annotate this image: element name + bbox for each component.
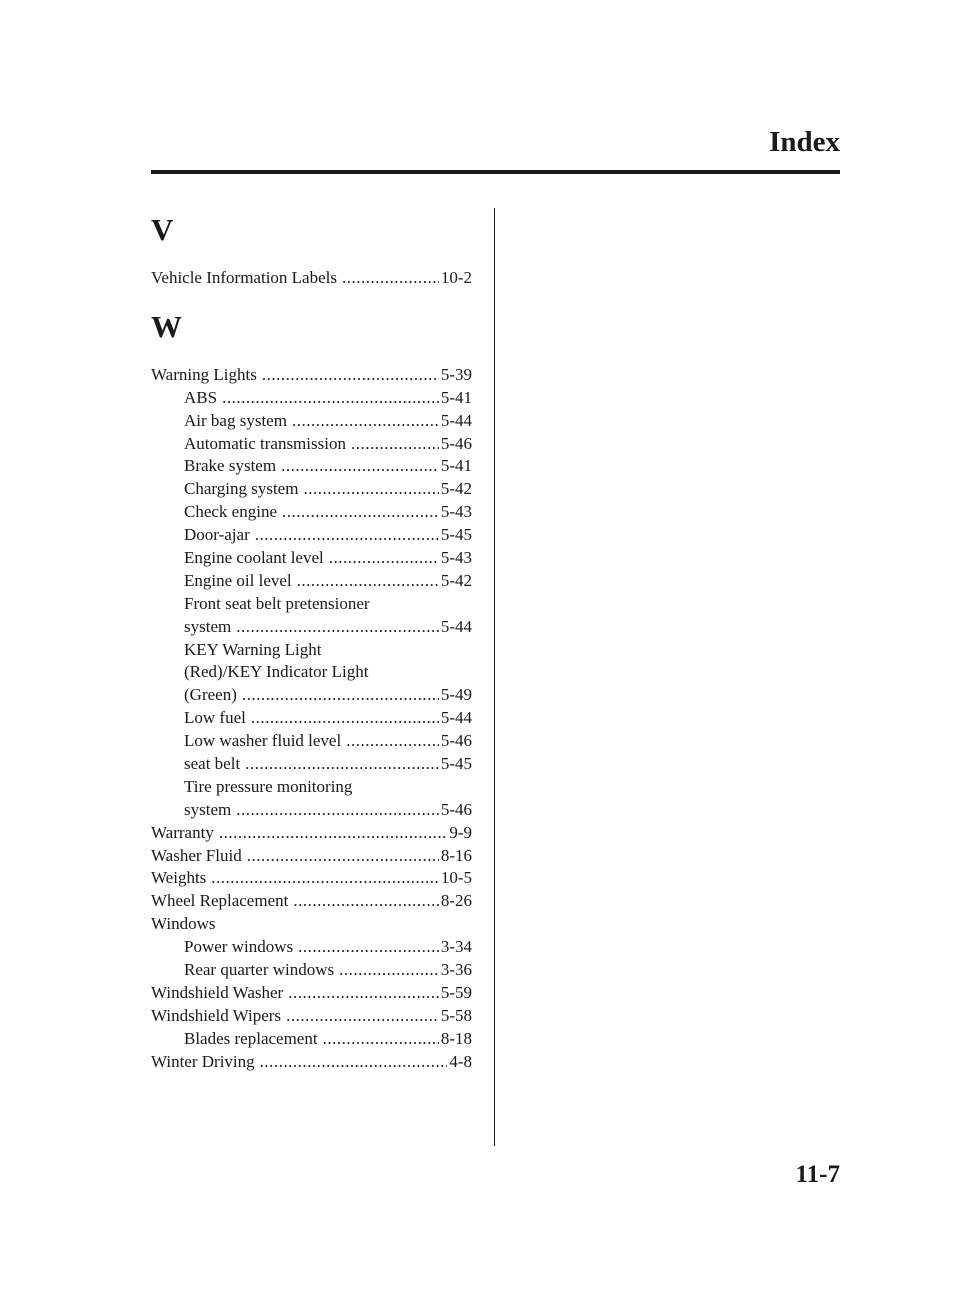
entry-page: 10-5 <box>440 868 472 888</box>
entry-label: (Green) <box>184 685 237 705</box>
index-entry-winter-driving <box>151 1051 472 1074</box>
index-subentry-blades-replacement <box>151 1028 472 1051</box>
entry-page: 5-58 <box>440 1005 472 1025</box>
leader-dots <box>303 478 438 501</box>
index-subentry-abs <box>151 387 472 410</box>
leader-dots <box>298 936 439 959</box>
entry-label: Front seat belt pretensioner <box>184 593 370 613</box>
entry-page: 5-39 <box>440 364 472 384</box>
index-subentry-rear-quarter-windows <box>151 959 472 982</box>
entry-page: 9-9 <box>449 822 472 842</box>
entry-label: Weights <box>151 868 207 888</box>
entry-label: Air bag system <box>184 410 287 430</box>
index-subentry-air-bag-system <box>151 410 472 433</box>
leader-dots <box>282 501 439 524</box>
leader-dots <box>292 410 439 433</box>
entry-page: 5-46 <box>440 799 472 819</box>
entry-page: 5-44 <box>440 708 472 728</box>
entry-label: Windows <box>151 914 216 934</box>
index-subentry-seat-belt <box>151 753 472 776</box>
entry-label: Tire pressure monitoring <box>184 776 353 796</box>
entry-page: 5-43 <box>440 502 472 522</box>
leader-dots <box>242 684 439 707</box>
index-entry-washer-fluid <box>151 845 472 868</box>
entry-label: Check engine <box>184 502 277 522</box>
index-subentry-brake-system <box>151 455 472 478</box>
entry-page: 5-41 <box>440 456 472 476</box>
leader-dots <box>351 433 439 456</box>
leader-dots <box>247 845 439 868</box>
leader-dots <box>346 730 439 753</box>
page-header-title: Index <box>769 126 840 158</box>
leader-dots <box>329 547 439 570</box>
entry-page: 5-46 <box>440 731 472 751</box>
entry-label: (Red)/KEY Indicator Light <box>184 662 369 682</box>
entry-page: 5-46 <box>440 433 472 453</box>
entry-label: Warning Lights <box>151 364 257 384</box>
leader-dots <box>222 387 439 410</box>
entry-page: 3-34 <box>440 937 472 957</box>
leader-dots <box>323 1028 439 1051</box>
leader-dots <box>339 959 439 982</box>
index-entry-wheel-replacement <box>151 890 472 913</box>
leader-dots <box>219 822 448 845</box>
index-entry-vehicle-information-labels <box>151 267 472 290</box>
index-subentry-engine-oil-level <box>151 570 472 593</box>
index-column <box>151 207 472 1074</box>
index-entry-warning-lights <box>151 364 472 387</box>
index-subentry-check-engine <box>151 501 472 524</box>
index-subentry-automatic-transmission <box>151 433 472 456</box>
leader-dots <box>288 982 439 1005</box>
section-letter-v: V <box>151 212 174 247</box>
leader-dots <box>251 707 439 730</box>
leader-dots <box>211 867 439 890</box>
section-v-entries <box>151 267 472 290</box>
index-subentry-engine-coolant-level <box>151 547 472 570</box>
index-subentry-door-ajar <box>151 524 472 547</box>
leader-dots <box>236 799 439 822</box>
entry-page: 5-41 <box>440 387 472 407</box>
entry-page: 5-42 <box>440 570 472 590</box>
header-rule <box>151 170 840 174</box>
entry-label: Windshield Washer <box>151 982 284 1002</box>
entry-label: Warranty <box>151 822 214 842</box>
entry-label: Engine oil level <box>184 570 292 590</box>
leader-dots <box>281 455 439 478</box>
index-entry-windows <box>151 913 472 936</box>
leader-dots <box>342 267 439 290</box>
entry-label: Brake system <box>184 456 277 476</box>
entry-page: 5-44 <box>440 616 472 636</box>
leader-dots <box>262 364 439 387</box>
entry-label: Windshield Wipers <box>151 1005 282 1025</box>
entry-page: 8-18 <box>440 1028 472 1048</box>
entry-label: Vehicle Information Labels <box>151 268 337 287</box>
index-subentry-key-warning-light-line3 <box>151 684 472 707</box>
column-divider <box>494 208 495 1146</box>
entry-page: 3-36 <box>440 960 472 980</box>
entry-label: seat belt <box>184 754 241 774</box>
entry-page: 5-42 <box>440 479 472 499</box>
index-subentry-power-windows <box>151 936 472 959</box>
page-number: 11-7 <box>795 1161 840 1188</box>
index-subentry-key-warning-light-line2 <box>151 661 472 684</box>
entry-page: 8-16 <box>440 845 472 865</box>
entry-page: 5-49 <box>440 685 472 705</box>
entry-label: Rear quarter windows <box>184 960 335 980</box>
entry-label: Washer Fluid <box>151 845 242 865</box>
index-subentry-key-warning-light-line1 <box>151 639 472 662</box>
index-subentry-low-washer-fluid-level <box>151 730 472 753</box>
leader-dots <box>255 524 439 547</box>
index-entry-windshield-wipers <box>151 1005 472 1028</box>
entry-page: 10-2 <box>440 268 472 287</box>
entry-label: Power windows <box>184 937 294 957</box>
index-entry-warranty <box>151 822 472 845</box>
index-subentry-front-seat-belt-pretensioner-line1 <box>151 593 472 616</box>
entry-page: 5-44 <box>440 410 472 430</box>
entry-label: system <box>184 616 232 636</box>
entry-page: 5-45 <box>440 525 472 545</box>
entry-label: ABS <box>184 387 218 407</box>
entry-page: 4-8 <box>449 1051 472 1071</box>
entry-label: Blades replacement <box>184 1028 318 1048</box>
entry-label: Engine coolant level <box>184 548 324 568</box>
entry-page: 8-26 <box>440 891 472 911</box>
index-subentry-front-seat-belt-pretensioner-line2 <box>151 616 472 639</box>
leader-dots <box>293 890 438 913</box>
entry-label: Wheel Replacement <box>151 891 289 911</box>
index-entry-windshield-washer <box>151 982 472 1005</box>
entry-label: Charging system <box>184 479 299 499</box>
section-w-entries <box>151 364 472 1074</box>
entry-page: 5-43 <box>440 548 472 568</box>
entry-label: Low fuel <box>184 708 246 728</box>
entry-label: Door-ajar <box>184 525 250 545</box>
leader-dots <box>286 1005 439 1028</box>
entry-label: system <box>184 799 232 819</box>
index-subentry-low-fuel <box>151 707 472 730</box>
entry-label: Automatic transmission <box>184 433 346 453</box>
section-letter-w: W <box>151 308 182 344</box>
entry-label: Low washer fluid level <box>184 731 342 751</box>
entry-label: KEY Warning Light <box>184 639 322 659</box>
leader-dots <box>297 570 439 593</box>
index-subentry-tire-pressure-monitoring-line2 <box>151 799 472 822</box>
index-entry-weights <box>151 867 472 890</box>
index-subentry-tire-pressure-monitoring-line1 <box>151 776 472 799</box>
entry-label: Winter Driving <box>151 1051 255 1071</box>
leader-dots <box>260 1051 448 1074</box>
entry-page: 5-59 <box>440 982 472 1002</box>
entry-page: 5-45 <box>440 754 472 774</box>
index-subentry-charging-system <box>151 478 472 501</box>
leader-dots <box>236 616 439 639</box>
leader-dots <box>245 753 439 776</box>
